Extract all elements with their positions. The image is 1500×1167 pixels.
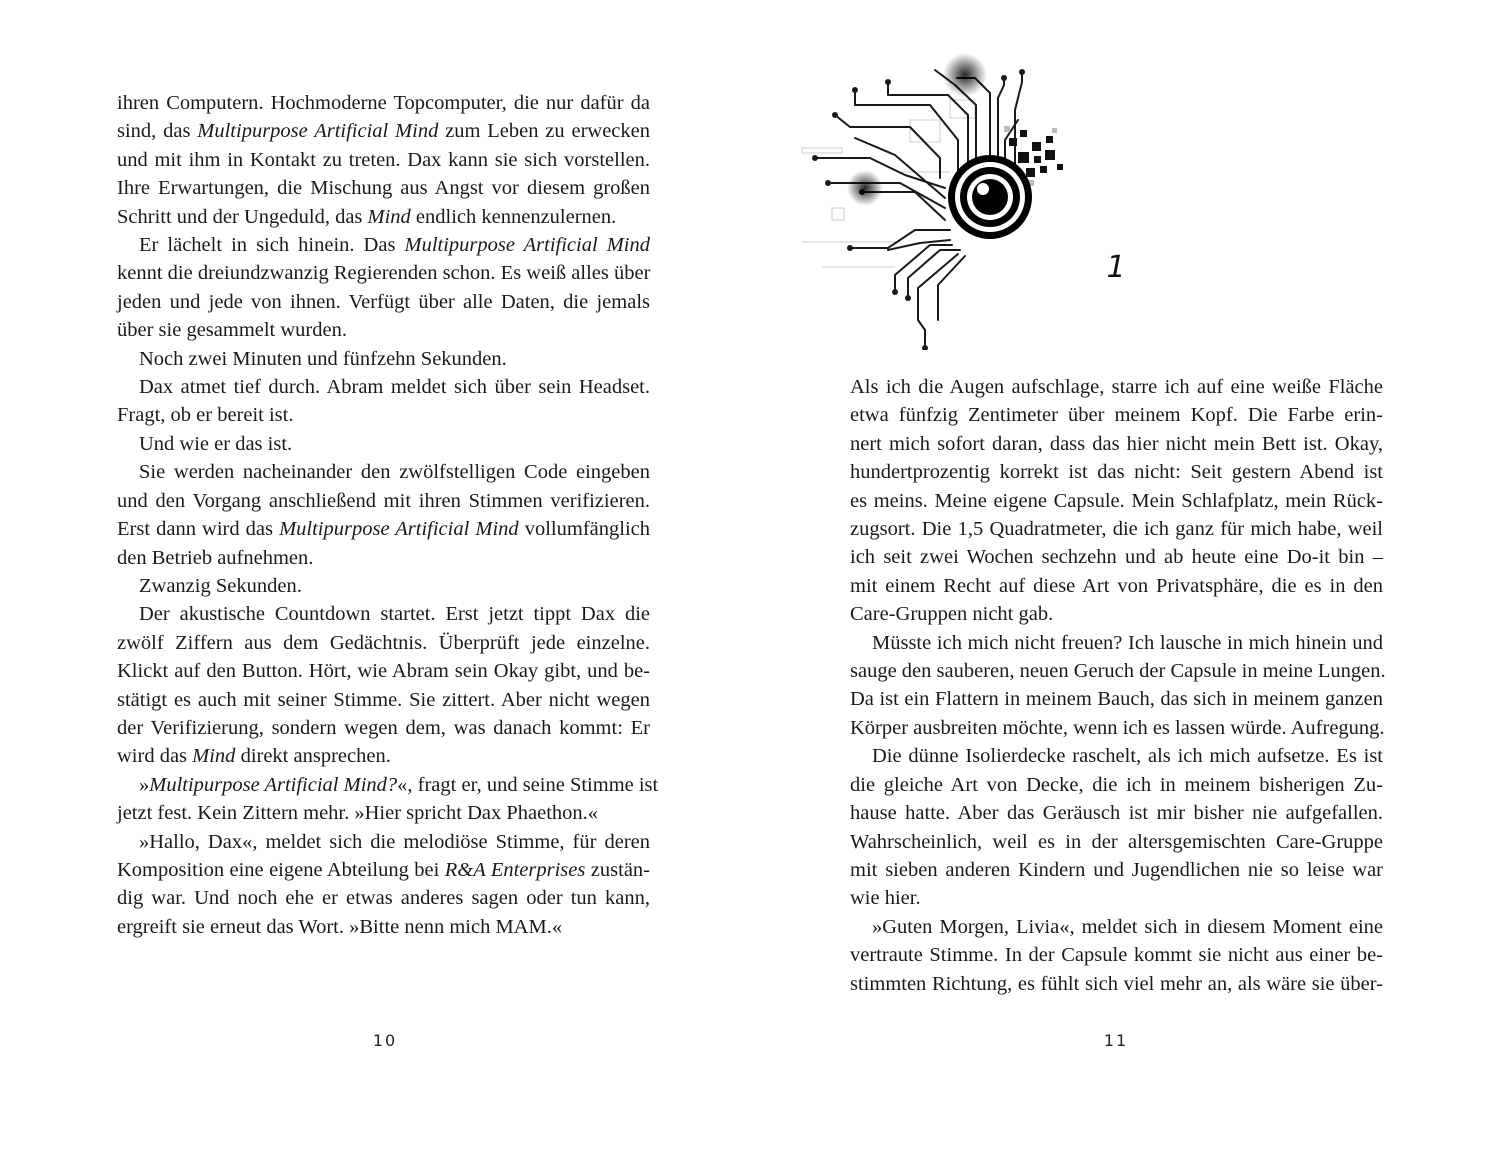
text-line (850, 742, 1383, 770)
text-line (117, 203, 650, 231)
text-line (117, 515, 650, 543)
text-segment: der Verifizierung, sondern wegen dem, was danach kommt: Er (117, 716, 650, 739)
text-segment: Da ist ein Flattern in meinem Bauch, das sich in meinem ganzen (850, 688, 1383, 711)
text-line (117, 856, 650, 884)
text-line (117, 430, 650, 458)
text-line (850, 600, 1383, 628)
text-line (117, 146, 650, 174)
text-segment: vertraute Stimme. In der Capsule kommt sie nicht aus einer be- (850, 944, 1383, 967)
text-segment: Und wie er das ist. (139, 432, 293, 455)
text-segment: sauge den sauberen, neuen Geruch der Capsule in meine Lungen. (850, 660, 1386, 683)
text-segment: direkt ansprechen. (235, 745, 391, 768)
text-segment: Müsste ich mich nicht freuen? Ich lausche in mich hinein und (872, 631, 1383, 654)
text-segment: kennt die dreiundzwanzig Regierenden schon. Es weiß alles über (117, 262, 651, 285)
text-line (117, 117, 650, 145)
right-page-text (850, 373, 1386, 998)
text-segment: zustän- (585, 858, 650, 881)
text-line (117, 373, 650, 401)
text-segment: Fragt, ob er bereit ist. (117, 404, 294, 427)
chapter-number: 1 (1106, 250, 1126, 285)
text-line (117, 572, 650, 600)
italic-text: Multipurpose Artificial Mind (404, 234, 650, 257)
text-segment: » (139, 773, 150, 796)
text-line (117, 259, 650, 287)
italic-text: R&A Enterprises (444, 858, 586, 881)
text-line (850, 373, 1383, 401)
text-line (850, 685, 1383, 713)
italic-text: Multipurpose Artificial Mind (197, 120, 439, 143)
text-line (117, 742, 650, 770)
text-segment: es meins. Meine eigene Capsule. Mein Schlafplatz, mein Rück- (850, 489, 1383, 512)
text-segment: über sie gesammelt wurden. (117, 319, 347, 342)
text-segment: Er lächelt in sich hinein. Das (139, 234, 405, 257)
italic-text: Mind (192, 745, 236, 768)
text-line (117, 401, 650, 429)
text-line (850, 970, 1383, 998)
text-segment: die gleiche Art von Decke, die ich in meinem bisherigen Zu- (850, 773, 1383, 796)
text-line (117, 629, 650, 657)
text-line (117, 799, 650, 827)
text-segment: zum Leben zu erwecken (438, 120, 651, 143)
text-segment: stätigt es auch mit seiner Stimme. Sie zittert. Aber nicht wegen (117, 688, 650, 711)
text-segment: «, fragt er, und seine Stimme ist (397, 773, 659, 796)
text-segment: Noch zwei Minuten und fünfzehn Sekunden. (139, 347, 507, 370)
text-segment: Der akustische Countdown startet. Erst jetzt tippt Dax die (139, 603, 650, 626)
italic-text: Multipurpose Artificial Mind? (149, 773, 398, 796)
text-segment: Die dünne Isolierdecke raschelt, als ich mich aufsetze. Es ist (872, 745, 1383, 768)
text-line (117, 600, 650, 628)
left-page-text (117, 89, 659, 941)
text-line (850, 401, 1383, 429)
text-segment: Erst dann wird das (117, 518, 280, 541)
text-segment: Ihre Erwartungen, die Mischung aus Angst vor diesem großen (117, 177, 650, 200)
text-segment: zwölf Ziffern aus dem Gedächtnis. Überprüft jede einzelne. (117, 631, 650, 654)
text-segment: hundertprozentig korrekt ist das nicht: Seit gestern Abend ist (850, 461, 1383, 484)
text-segment: mit sieben anderen Kindern und Jugendlichen nie so leise war (850, 858, 1383, 881)
text-segment: nert mich sofort daran, dass das hier nicht mein Bett ist. Okay, (850, 432, 1383, 455)
text-line (850, 515, 1383, 543)
text-segment: Zwanzig Sekunden. (139, 574, 302, 597)
text-line (850, 884, 1383, 912)
text-segment: und mit ihm in Kontakt zu treten. Dax kann sie sich vorstellen. (117, 148, 650, 171)
text-segment: Schritt und der Ungeduld, das (117, 205, 368, 228)
text-segment: hause hatte. Aber das Geräusch ist mir bisher nie aufgefallen. (850, 802, 1383, 825)
italic-text: Mind (367, 205, 411, 228)
text-line (117, 458, 650, 486)
text-line (850, 828, 1383, 856)
text-line (117, 657, 650, 685)
text-segment: Körper ausbreiten möchte, wenn ich es lassen würde. Aufregung. (850, 716, 1385, 739)
text-segment: etwa fünfzig Zentimeter über meinem Kopf. Die Farbe erin- (850, 404, 1383, 427)
text-segment: »Hallo, Dax«, meldet sich die melodiöse Stimme, für deren (139, 830, 650, 853)
text-segment: Komposition eine eigene Abteilung bei (117, 858, 445, 881)
text-line (850, 714, 1383, 742)
text-segment: sind, das (117, 120, 198, 143)
text-line (117, 89, 650, 117)
text-line (850, 572, 1383, 600)
text-segment: dig war. Und noch ehe er etwas anderes sagen oder tun kann, (117, 887, 650, 910)
text-line (117, 487, 650, 515)
text-segment: Dax atmet tief durch. Abram meldet sich über sein Headset. (139, 376, 650, 399)
text-segment: jetzt fest. Kein Zittern mehr. »Hier spricht Dax Phaethon.« (117, 802, 599, 825)
text-line (850, 913, 1383, 941)
text-line (117, 771, 659, 799)
text-segment: jeden und jede von ihnen. Verfügt über alle Daten, die jemals (117, 290, 650, 313)
italic-text: Multipurpose Artificial Mind (279, 518, 519, 541)
text-segment: ergreift sie erneut das Wort. »Bitte nenn mich MAM.« (117, 915, 563, 938)
text-line (117, 714, 650, 742)
text-segment: Klickt auf den Button. Hört, wie Abram sein Okay gibt, und be- (117, 660, 650, 683)
page-number-left: 10 (372, 1031, 398, 1050)
text-segment: »Guten Morgen, Livia«, meldet sich in diesem Moment eine (872, 915, 1383, 938)
text-line (850, 771, 1383, 799)
text-line (850, 657, 1386, 685)
text-line (850, 458, 1383, 486)
text-segment: stimmten Richtung, es fühlt sich viel mehr an, als wäre sie über- (850, 972, 1383, 995)
text-line (850, 856, 1383, 884)
text-line (117, 231, 650, 259)
circuit-eye-icon (800, 30, 1080, 350)
text-segment: endlich kennenzulernen. (410, 205, 617, 228)
text-segment: mit einem Recht auf diese Art von Privatsphäre, die es in den (850, 574, 1383, 597)
page-number-right: 11 (1103, 1031, 1129, 1050)
text-segment: vollumfänglich (518, 518, 650, 541)
text-segment: wie hier. (850, 887, 921, 910)
text-line (117, 686, 650, 714)
text-line (117, 884, 650, 912)
text-segment: Wahrscheinlich, weil es in der altersgemischten Care-Gruppe (850, 830, 1383, 853)
text-line (117, 174, 650, 202)
text-segment: wird das (117, 745, 193, 768)
text-line (117, 316, 650, 344)
text-segment: und den Vorgang anschließend mit ihren Stimmen verifizieren. (117, 489, 650, 512)
text-line (117, 828, 650, 856)
text-segment: Als ich die Augen aufschlage, starre ich auf eine weiße Fläche (850, 376, 1383, 398)
text-segment: ich seit zwei Wochen sechzehn und ab heute eine Do-it bin – (850, 546, 1383, 569)
text-line (850, 487, 1383, 515)
text-segment: den Betrieb aufnehmen. (117, 546, 314, 569)
text-line (850, 430, 1383, 458)
text-line (117, 544, 650, 572)
text-line (850, 941, 1383, 969)
text-line (117, 345, 650, 373)
text-line (850, 799, 1383, 827)
text-line (117, 288, 650, 316)
text-segment: zugsort. Die 1,5 Quadratmeter, die ich ganz für mich habe, weil (850, 518, 1383, 541)
text-segment: ihren Computern. Hochmoderne Topcomputer, die nur dafür da (117, 92, 650, 114)
text-segment: Care-Gruppen nicht gab. (850, 603, 1054, 626)
text-line (850, 543, 1383, 571)
text-segment: Sie werden nacheinander den zwölfstelligen Code eingeben (139, 461, 650, 484)
text-line (850, 629, 1383, 657)
text-line (117, 913, 650, 941)
